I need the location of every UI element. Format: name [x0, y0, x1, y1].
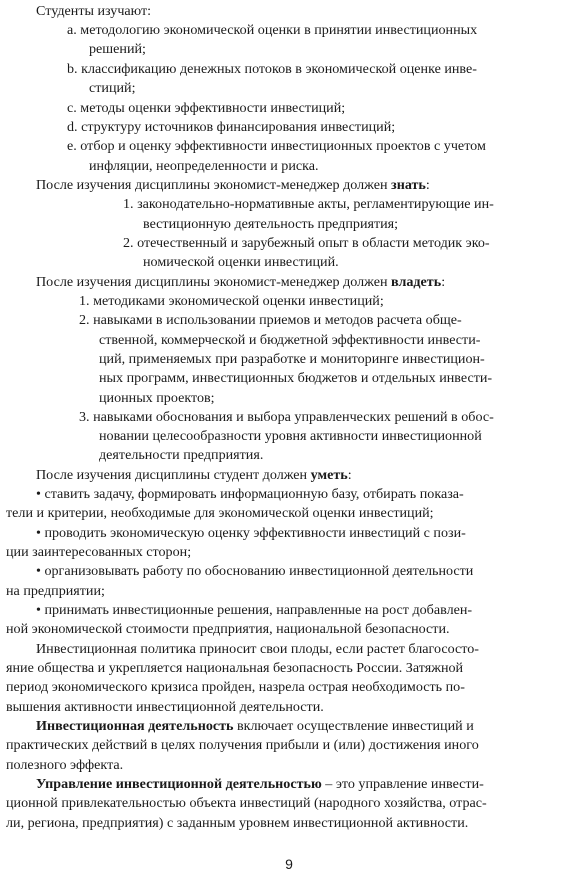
text-line	[36, 2, 151, 20]
text-line	[143, 253, 339, 271]
text-line	[99, 350, 485, 368]
line-text: стиций;	[89, 80, 136, 96]
line-text: полезного эффекта.	[6, 757, 124, 773]
line-text: • принимать инвестиционные решения, направленные на рост добавлен-	[36, 602, 473, 618]
line-text: решений;	[89, 41, 146, 57]
line-text: 2. отечественный и зарубежный опыт в области методик эко-	[123, 235, 490, 251]
bold-term: владеть	[391, 274, 442, 290]
line-text-tail: – это управление инвести-	[321, 776, 484, 792]
line-text: практических действий в целях получения прибыли и (или) достижения иного	[6, 737, 479, 753]
text-line	[6, 794, 487, 812]
text-line	[6, 620, 450, 638]
text-line	[36, 485, 464, 503]
text-line	[6, 756, 123, 774]
line-text: ной экономической стоимости предприятия, национальной безопасности.	[6, 621, 450, 637]
text-line	[67, 99, 345, 117]
line-text: ственной, коммерческой и бюджетной эффективности инвести-	[99, 332, 481, 348]
text-line	[6, 659, 463, 677]
text-line	[99, 427, 482, 445]
text-line	[6, 582, 105, 600]
bold-term: знать	[391, 177, 426, 193]
line-text: • ставить задачу, формировать информационную базу, отбирать показа-	[36, 486, 464, 502]
text-line	[6, 678, 465, 696]
text-line	[36, 601, 472, 619]
text-line	[143, 215, 398, 233]
text-line	[6, 504, 434, 522]
text-line	[36, 717, 474, 735]
text-line	[79, 408, 494, 426]
line-text: Инвестиционная политика приносит свои плоды, если растет благососто-	[36, 641, 479, 657]
line-text: 1. законодательно-нормативные акты, регламентирующие ин-	[123, 196, 494, 212]
line-text: период экономического кризиса пройден, назрела острая необходимость по-	[6, 679, 465, 695]
line-text: e. отбор и оценку эффективности инвестиционных проектов с учетом	[67, 138, 486, 154]
text-line	[67, 21, 477, 39]
line-text: 2. навыками в использовании приемов и методов расчета обще-	[79, 312, 462, 328]
line-text: После изучения дисциплины экономист-менеджер должен	[36, 177, 392, 193]
line-text: ли, региона, предприятия) с заданным уровнем инвестиционной активности.	[6, 815, 469, 831]
line-text: ционной привлекательностью объекта инвестиций (народного хозяйства, отрас-	[6, 795, 487, 811]
text-line	[6, 736, 479, 754]
text-line	[36, 176, 430, 194]
line-text: d. структуру источников финансирования инвестиций;	[67, 119, 396, 135]
text-line	[67, 137, 486, 155]
text-line	[123, 195, 494, 213]
line-text: вестиционную деятельность предприятия;	[143, 216, 399, 232]
line-text: номической оценки инвестиций.	[143, 254, 339, 270]
text-line	[67, 60, 477, 78]
line-text: 1. методиками экономической оценки инвестиций;	[79, 293, 384, 309]
text-line	[99, 446, 263, 464]
line-text: ных программ, инвестиционных бюджетов и отдельных инвести-	[99, 370, 493, 386]
text-line	[99, 369, 492, 387]
line-text: на предприятии;	[6, 583, 105, 599]
line-text-tail: включает осуществление инвестиций и	[233, 718, 474, 734]
line-text: После изучения дисциплины экономист-менеджер должен	[36, 274, 392, 290]
line-text: вышения активности инвестиционной деятельности.	[6, 699, 324, 715]
line-text-tail: :	[441, 274, 446, 290]
text-line	[67, 118, 395, 136]
line-text: яние общества и укрепляется национальная безопасность России. Затяжной	[6, 660, 464, 676]
line-text: • организовывать работу по обоснованию инвестиционной деятельности	[36, 563, 474, 579]
text-line	[79, 311, 462, 329]
text-line	[79, 292, 384, 310]
text-line	[89, 79, 136, 97]
line-text: Студенты изучают:	[36, 3, 152, 19]
text-line	[36, 775, 484, 793]
line-text: новании целесообразности уровня активности инвестиционной	[99, 428, 482, 444]
text-line	[99, 389, 215, 407]
line-text-tail: :	[347, 467, 352, 483]
line-text: 3. навыками обоснования и выбора управленческих решений в обос-	[79, 409, 494, 425]
text-line	[36, 524, 466, 542]
text-line	[36, 640, 479, 658]
line-text-tail: :	[425, 177, 430, 193]
line-text: деятельности предприятия.	[99, 447, 264, 463]
line-text: инфляции, неопределенности и риска.	[89, 158, 319, 174]
line-text: После изучения дисциплины студент должен	[36, 467, 311, 483]
text-line	[36, 273, 445, 291]
bold-term: уметь	[310, 467, 348, 483]
line-text: a. методологию экономической оценки в принятии инвестиционных	[67, 22, 478, 38]
text-line	[123, 234, 490, 252]
line-text: тели и критерии, необходимые для экономической оценки инвестиций;	[6, 505, 434, 521]
text-line	[99, 331, 480, 349]
text-line	[6, 698, 324, 716]
text-line	[6, 814, 468, 832]
text-line	[36, 562, 473, 580]
line-text: b. классификацию денежных потоков в экономической оценке инве-	[67, 61, 477, 77]
bold-term: Управление инвестиционной деятельностью	[36, 776, 322, 792]
line-text: ций, применяемых при разработке и мониторинге инвестицион-	[99, 351, 485, 367]
line-text: • проводить экономическую оценку эффективности инвестиций с пози-	[36, 525, 466, 541]
text-line	[89, 157, 319, 175]
line-text: ционных проектов;	[99, 390, 215, 406]
page-number: 9	[285, 856, 293, 872]
line-text: ции заинтересованных сторон;	[6, 544, 192, 560]
text-line	[6, 543, 191, 561]
bold-term: Инвестиционная деятельность	[36, 718, 234, 734]
line-text: c. методы оценки эффективности инвестиций;	[67, 100, 346, 116]
text-line	[36, 466, 352, 484]
text-line	[89, 40, 146, 58]
